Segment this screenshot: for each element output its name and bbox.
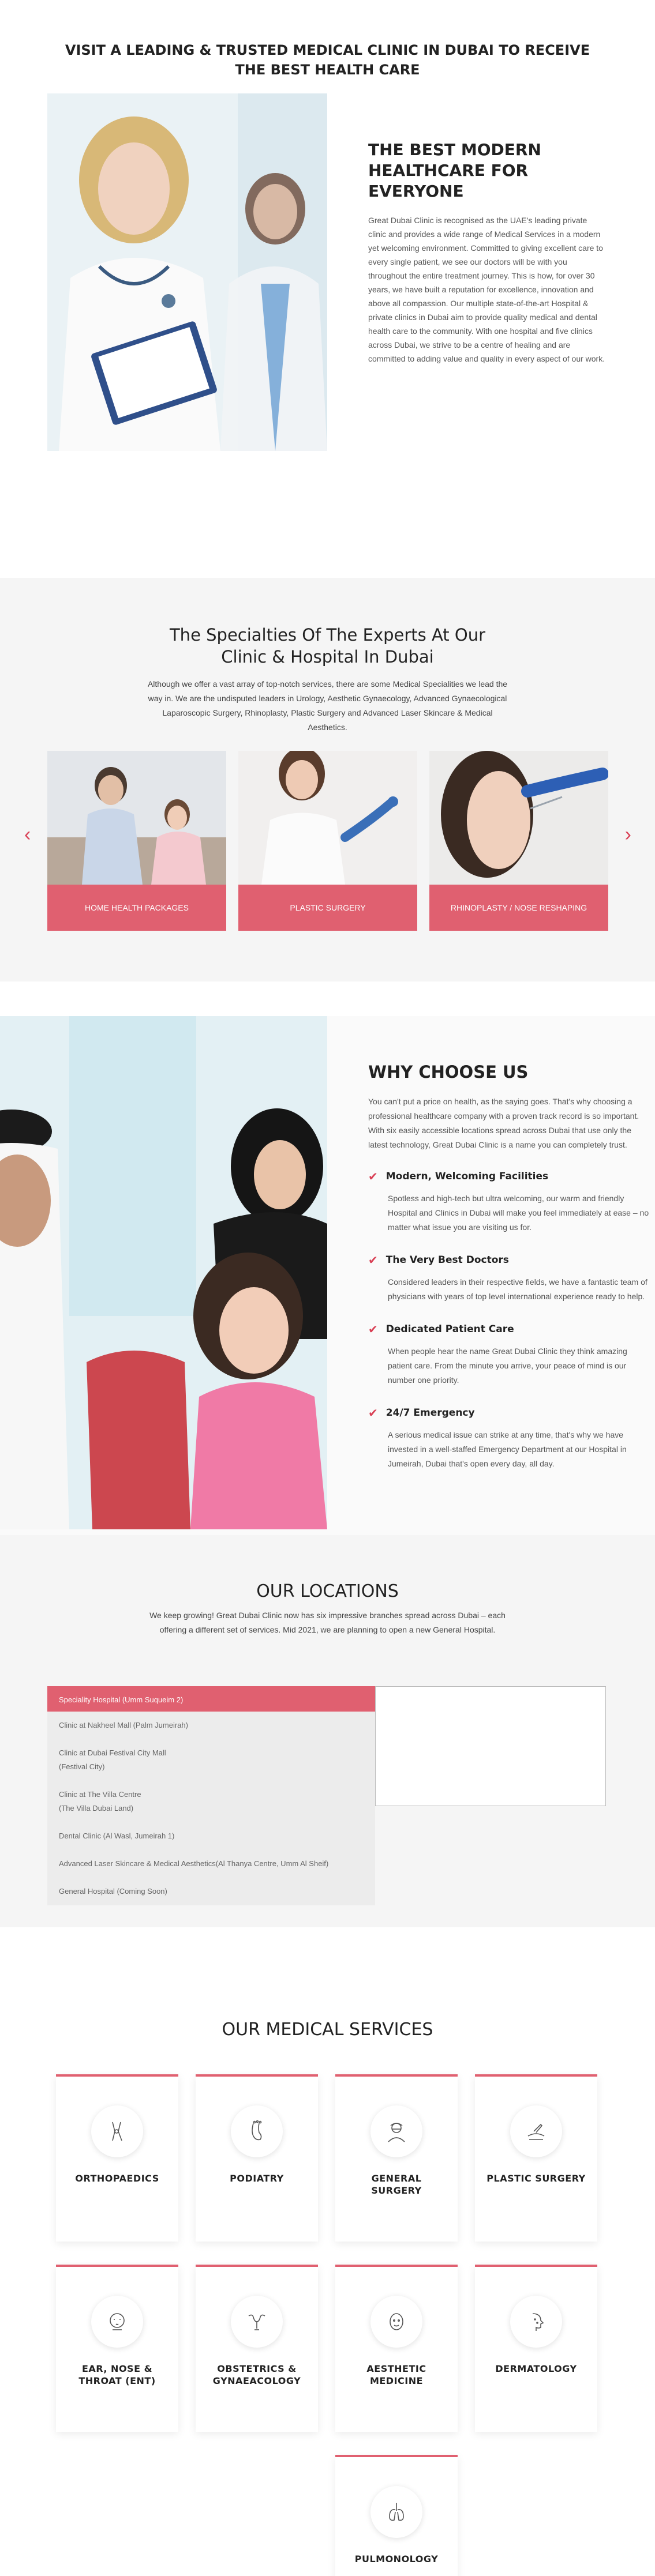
skin-profile-icon [510,2296,562,2348]
service-card-podiatry[interactable] [196,2074,318,2242]
carousel-next-button[interactable] [625,823,631,846]
uterus-icon [231,2296,283,2348]
feature-title: 24/7 Emergency [385,1407,475,1419]
location-item-speciality-hospital[interactable]: Speciality Hospital (Umm Suqueim 2) [47,1686,375,1712]
location-item-general-hospital[interactable]: General Hospital (Coming Soon) [59,1887,167,1896]
why-body: You can't put a price on health, as the saying goes. That's why choosing a professional healthcare company with a proven track record is so important. With six easily accessible locations spread across Dubai that use only the latest technology, Great Dubai Clinic is a name you can completely trust. [368,1097,639,1149]
service-label: ORTHOPAEDICS [75,2173,159,2184]
service-label: PLASTIC SURGERY [486,2173,586,2184]
check-icon: ✔ [368,1322,378,1336]
feature-item [368,1169,651,1235]
service-label: DERMATOLOGY [495,2363,577,2374]
feature-item [368,1322,651,1387]
why-text [368,1062,651,1490]
feature-title: Dedicated Patient Care [385,1323,514,1335]
location-item-villa-centre[interactable]: Clinic at The Villa Centre (The Villa Dubai Land) [59,1790,141,1812]
locations-section [0,1535,655,1927]
feature-body: A serious medical issue can strike at any time, that's why we have invested in a well-staffed Emergency Department at our Hospital in Jumeirah, Dubai that's open every day, all day. [388,1430,627,1468]
specialty-card-label: HOME HEALTH PACKAGES [47,885,226,931]
why-choose-us-section [0,1016,655,1535]
carousel-prev-button[interactable] [24,823,31,846]
check-icon: ✔ [368,1406,378,1420]
ent-head-icon [91,2296,143,2348]
feature-body: Considered leaders in their respective fields, we have a fantastic team of physicians with years of top level international experience ready to help. [388,1277,647,1301]
intro-section [0,93,655,497]
chevron-right-icon: › [624,823,631,845]
service-card-pulmonology[interactable] [335,2455,458,2576]
home-health-photo [47,751,226,885]
service-card-obstetrics[interactable] [196,2265,318,2432]
why-heading: WHY CHOOSE US [368,1062,529,1082]
doctors-photo [47,93,327,451]
specialties-heading: The Specialties Of The Experts At Our Clinic & Hospital In Dubai [169,625,486,667]
feature-body: When people hear the name Great Dubai Clinic they think amazing patient care. From the minute you arrive, your peace of mind is our number one priority. [388,1347,627,1385]
check-icon: ✔ [368,1169,378,1183]
feature-item [368,1406,651,1471]
location-item-dental-clinic[interactable]: Dental Clinic (Al Wasl, Jumeirah 1) [59,1832,175,1840]
feature-item [368,1253,651,1304]
service-card-general-surgery[interactable] [335,2074,458,2242]
specialties-carousel [24,751,631,935]
service-label: AESTHETIC MEDICINE [366,2363,426,2386]
page-title: VISIT A LEADING & TRUSTED MEDICAL CLINIC IN DUBAI TO RECEIVE THE BEST HEALTH CARE [65,42,590,78]
feature-body: Spotless and high-tech but ultra welcoming, our warm and friendly Hospital and Clinics in Dubai will make you feel immediately at ease – no matter what issue you are visiting us for. [388,1194,649,1232]
bone-joint-icon [91,2105,143,2157]
intro-body: Great Dubai Clinic is recognised as the UAE's leading private clinic and provides a wide range of Medical Services in a modern yet welcoming environment. Committed to giving excellent care to every single patient, we see our doctors will be with you throughout the entire treatment journey. This is how, for over 30 years, we have built a reputation for excellence, innovation and above all compassion. Our multiple state-of-the-art Hospital & private clinics in Dubai aim to provide quality medical and dental health care to the community. With one hospital and five clinics across Dubai, we strive to be a centre of healing and are committed to adding value and quality in every aspect of our work. [368,216,605,363]
rhinoplasty-photo [429,751,608,885]
specialties-body: Although we offer a vast array of top-notch services, there are some Medical Specialities we lead the way in. We are the undisputed leaders in Urology, Aesthetic Gynaecology, Advanced Gynaecological Laparoscopic Surgery, Rhinoplasty, Plastic Surgery and Advanced Laser Skincare & Medical Aesthetics. [147,679,508,732]
locations-list [47,1686,375,1905]
feature-title: The Very Best Doctors [385,1254,509,1266]
foot-icon [231,2105,283,2157]
service-label: OBSTETRICS & GYNAEACOLOGY [212,2363,301,2386]
check-icon: ✔ [368,1253,378,1267]
locations-body: We keep growing! Great Dubai Clinic now has six impressive branches spread across Dubai – each offering a different set of services. Mid 2021, we are planning to open a new General Hospital. [149,1611,506,1634]
intro-text [368,140,607,366]
scalpel-icon [510,2105,562,2157]
location-item-laser-skincare[interactable]: Advanced Laser Skincare & Medical Aesthetics(Al Thanya Centre, Umm Al Sheif) [59,1859,329,1868]
services-heading: OUR MEDICAL SERVICES [222,2020,433,2040]
intro-heading: THE BEST MODERN HEALTHCARE FOR EVERYONE [368,140,541,201]
specialty-card[interactable] [238,751,417,935]
feature-title: Modern, Welcoming Facilities [385,1171,549,1182]
service-label: EAR, NOSE & THROAT (ENT) [78,2363,156,2386]
face-icon [370,2296,422,2348]
service-card-orthopaedics[interactable] [56,2074,178,2242]
locations-panel [47,1686,606,1905]
specialty-card[interactable] [47,751,226,935]
surgeon-icon [370,2105,422,2157]
location-item-festival-city[interactable]: Clinic at Dubai Festival City Mall (Festival City) [59,1748,166,1771]
service-card-ent[interactable] [56,2265,178,2432]
specialties-section [0,578,655,981]
location-map[interactable] [375,1686,606,1806]
specialty-card[interactable] [429,751,608,935]
service-label: PULMONOLOGY [354,2554,439,2564]
chevron-left-icon: ‹ [24,823,31,845]
family-photo [0,1016,327,1529]
plastic-surgery-photo [238,751,417,885]
service-card-dermatology[interactable] [475,2265,597,2432]
service-card-aesthetic-medicine[interactable] [335,2265,458,2432]
service-label: PODIATRY [230,2173,284,2184]
specialty-card-label: PLASTIC SURGERY [238,885,417,931]
medical-services-section [0,1996,655,2576]
service-label: GENERAL SURGERY [371,2173,422,2196]
location-item-nakheel-mall[interactable]: Clinic at Nakheel Mall (Palm Jumeirah) [59,1721,188,1729]
specialty-card-label: RHINOPLASTY / NOSE RESHAPING [429,885,608,931]
lungs-icon [370,2486,422,2538]
locations-heading: OUR LOCATIONS [256,1581,399,1601]
service-card-plastic-surgery[interactable] [475,2074,597,2242]
